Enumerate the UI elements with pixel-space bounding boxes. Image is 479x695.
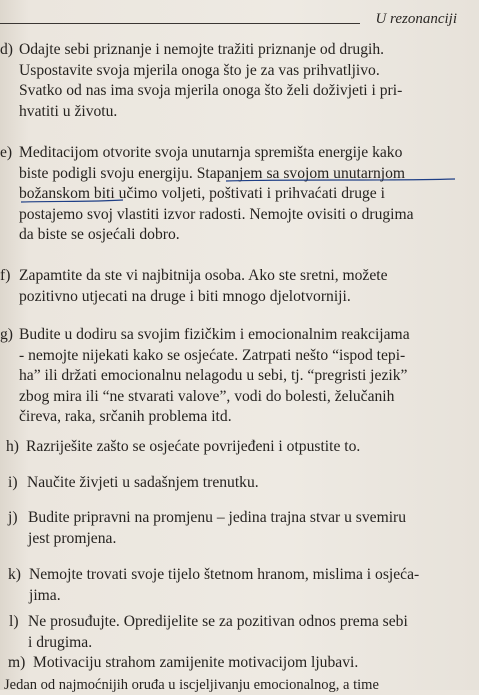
list-marker: k) xyxy=(8,566,21,583)
text-line: Naučite živjeti u sadašnjem trenutku. xyxy=(27,474,259,491)
text-line: Motivaciju strahom zamijenite motivacijom ljubavi. xyxy=(33,654,359,671)
text-line: - nemojte nijekati kako se osjećate. Zatrpati nešto “ispod tepi- xyxy=(19,346,406,364)
text-line: jest promjena. xyxy=(28,529,117,547)
text-line: Zapamtite da ste vi najbitnija osoba. Ako ste sretni, možete xyxy=(19,267,388,284)
text-line: postajemo svoj vlastiti izvor radosti. Nemojte ovisiti o drugima xyxy=(19,205,414,223)
text-line: Budite pripravni na promjenu – jedina trajna stvar u svemiru xyxy=(28,509,407,526)
text-line: Jedan od najmoćnijih oruđa u iscjeljivanju emocionalnog, a time xyxy=(4,677,379,693)
text-line: Meditacijom otvorite svoja unutarnja spremišta energije kako xyxy=(19,144,403,161)
list-marker: l) xyxy=(9,613,19,630)
text-line: ha” ili držati emocionalnu nelagodu u sebi, tj. “pregristi jezik” xyxy=(19,367,408,385)
list-marker: f) xyxy=(0,267,11,284)
text-line: Uspostavite svoja mjerila onoga što je za vas prihvatljivo. xyxy=(19,61,380,79)
list-marker: d) xyxy=(0,41,13,58)
text-line: da biste se osjećali dobro. xyxy=(19,226,180,244)
running-head: U rezonanciji xyxy=(375,11,457,27)
text-line: božanskom biti učimo voljeti, poštivati i prihvaćati druge i xyxy=(19,185,385,203)
text-line: i drugima. xyxy=(28,633,93,651)
list-marker: e) xyxy=(0,144,13,161)
text-line: Budite u dodiru sa svojim fizičkim i emocionalnim reakcijama xyxy=(19,326,410,343)
text-line: Odajte sebi priznanje i nemojte tražiti priznanje od drugih. xyxy=(19,41,385,58)
text-line: Nemojte trovati svoje tijelo štetnom hranom, mislima i osjeća- xyxy=(29,566,420,583)
text-line: pozitivno utjecati na druge i biti mnogo djelotvorniji. xyxy=(19,287,351,305)
list-marker: h) xyxy=(6,438,19,455)
list-marker: g) xyxy=(0,326,13,343)
list-marker: j) xyxy=(8,509,18,526)
list-marker: m) xyxy=(8,654,26,671)
text-line: hvatiti u životu. xyxy=(19,102,118,120)
text-line: Svatko od nas ima svoja mjerila onoga što želi doživjeti i pri- xyxy=(19,82,403,100)
pen-underline xyxy=(0,143,479,253)
text-line: biste podigli svoju energiju. Stapanjem sa svojom unutarnjom xyxy=(19,164,406,182)
text-line: Razriješite zašto se osjećate povrijeđeni i otpustite to. xyxy=(26,438,361,455)
list-marker: i) xyxy=(8,474,18,491)
text-line: čireva, raka, srčanih problema itd. xyxy=(19,408,232,426)
closing-paragraph xyxy=(4,675,379,695)
text-line: jima. xyxy=(29,586,61,604)
text-line: zbog mira ili “ne stvarati valove”, vodi do bolesti, želučanih xyxy=(19,387,395,405)
text-line: Ne prosuđujte. Opredijelite se za pozitivan odnos prema sebi xyxy=(28,613,408,630)
header-rule xyxy=(0,23,360,24)
